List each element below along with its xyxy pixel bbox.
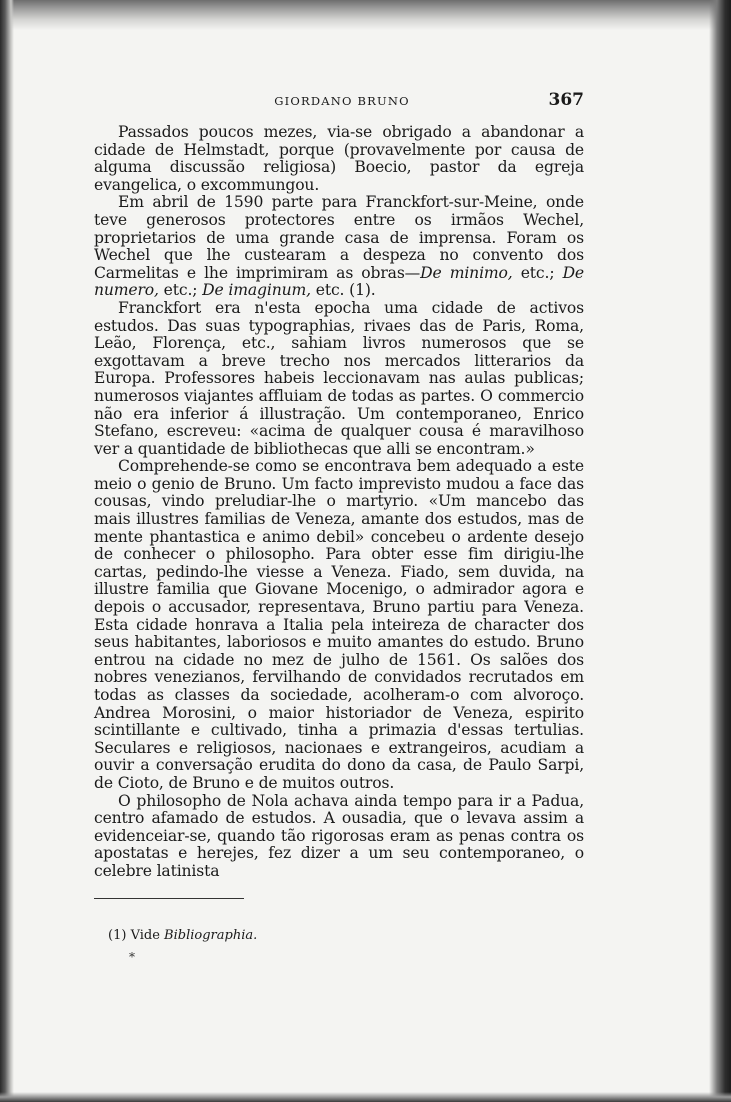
paragraph-1: Passados poucos mezes, via-se obrigado a abandonar a cidade de Helmstadt, porque (provavelmente por causa de alguma discussão religiosa) Boecio, pastor da egreja evangelica, o excommungou. — [94, 123, 584, 194]
asterisk-mark: * — [129, 950, 135, 964]
paragraph-2: Em abril de 1590 parte para Franckfort-sur-Meine, onde teve generosos protectores entre os irmãos Wechel, proprietarios de uma grande casa de imprensa. Foram os Wechel que lhe custearam a despeza no convento dos Carmelitas e lhe imprimiram as obras—De minimo, etc.; De numero, etc.; De imaginum, etc. (1). — [94, 193, 584, 300]
footnote-lead: Vide — [130, 928, 160, 943]
footnote-rule — [94, 898, 244, 899]
footnote-marker: (1) — [108, 928, 127, 943]
work-title-de-numero: De numero, — [94, 263, 584, 300]
page-number: 367 — [548, 90, 584, 110]
paragraph-5: O philosopho de Nola achava ainda tempo para ir a Padua, centro afamado de estudos. A ousadia, que o levava assim a evidenceiar-se, quando tão rigorosas eram as penas contra os apostatas e herejes, fez dizer a um seu contemporaneo, o celebre latinista — [94, 791, 584, 880]
scan-edge-bottom — [0, 1092, 731, 1102]
body-text — [94, 124, 584, 881]
scan-edge-left — [0, 0, 14, 1102]
footnote-reference: Bibliographia. — [164, 928, 258, 943]
footnote — [108, 928, 257, 943]
scan-edge-right — [709, 0, 731, 1102]
running-head — [100, 92, 584, 114]
work-title-de-minimo: De minimo, — [420, 263, 513, 282]
running-title: GIORDANO BRUNO — [274, 94, 410, 108]
work-title-de-imaginum: De imaginum, — [202, 281, 311, 300]
scan-edge-top — [0, 0, 731, 30]
paragraph-4: Comprehende-se como se encontrava bem adequado a este meio o genio de Bruno. Um facto imprevisto mudou a face das cousas, vindo preludiar-lhe o martyrio. «Um mancebo das mais illustres familias de Veneza, amante dos estudos, mas de mente phantastica e animo debil» concebeu o ardente desejo de conhecer o philosopho. Para obter esse fim dirigiu-lhe cartas, pedindo-lhe viesse a Veneza. Fiado, sem duvida, na illustre familia que Giovane Mocenigo, o admirador agora e depois o accusador, representava, Bruno partiu para Veneza. Esta cidade honrava a Italia pela inteireza de character dos seus habitantes, laboriosos e muito amantes do estudo. Bruno entrou na cidade no mez de julho de 1561. Os salões dos nobres venezianos, fervilhando de convidados recrutados em todas as classes da sociedade, acolheram-o com alvoroço. Andrea Morosini, o maior historiador de Veneza, espirito scintillante e cultivado, tinha a primazia d'essas tertulias. Seculares e religiosos, nacionaes e extrangeiros, acudiam a ouvir a conversação erudita do dono da casa, de Paulo Sarpi, de Cioto, de Bruno e de muitos outros. — [94, 457, 584, 792]
paragraph-3: Franckfort era n'esta epocha uma cidade de activos estudos. Das suas typographias, rivaes das de Paris, Roma, Leão, Florença, etc., sahiam livros numerosos que se exgottavam a breve trecho nos mercados litterarios da Europa. Professores habeis leccionavam nas aulas publicas; numerosos viajantes affluiam de todas as partes. O commercio não era inferior á illustração. Um contemporaneo, Enrico Stefano, escreveu: «acima de qualquer cousa é maravilhoso ver a quantidade de bibliothecas que alli se encontram.» — [94, 298, 584, 458]
